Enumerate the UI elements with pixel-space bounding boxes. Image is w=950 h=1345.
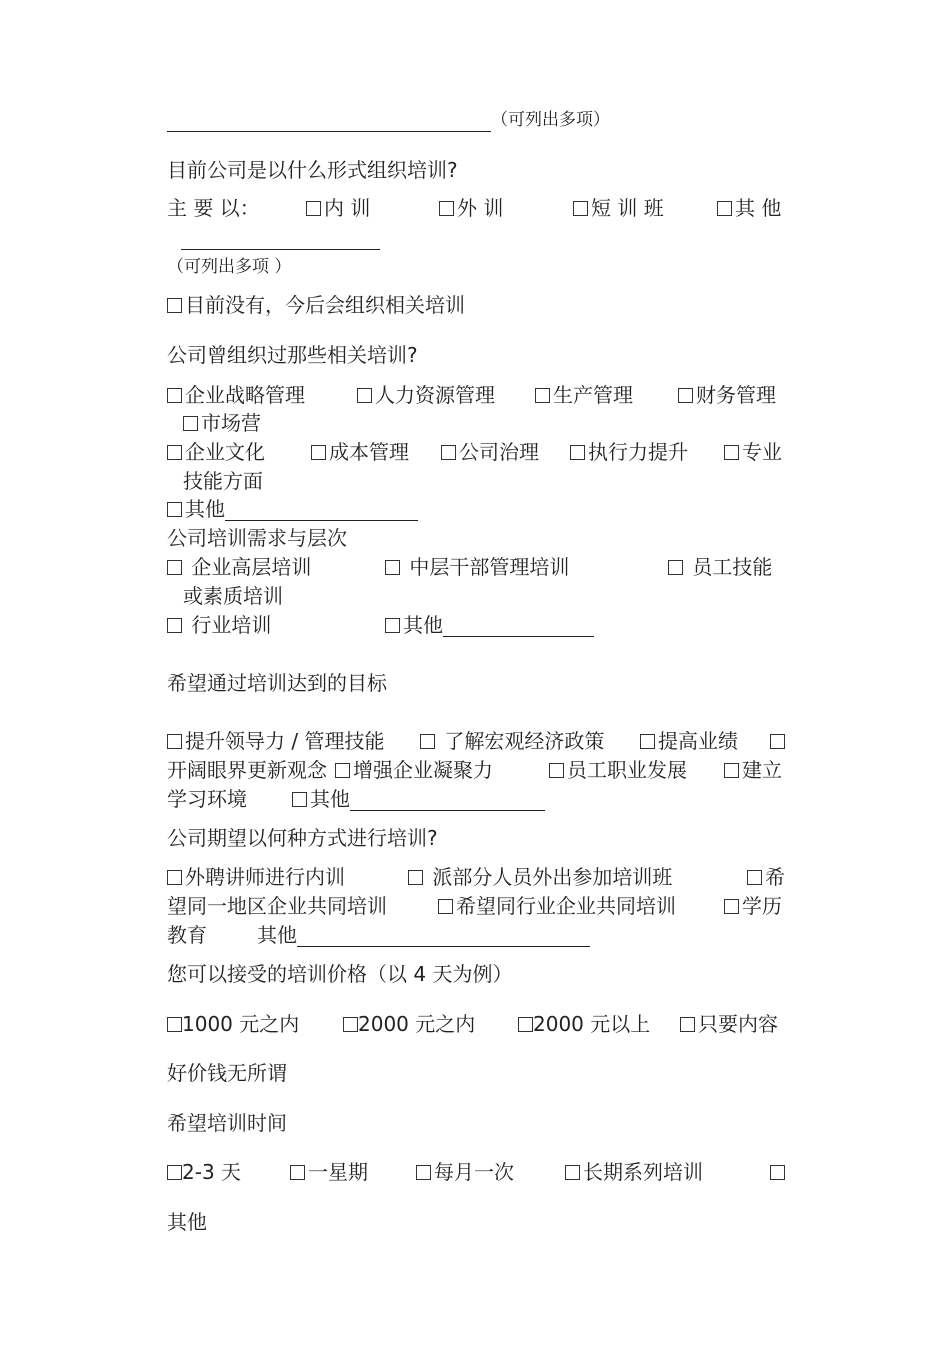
- checkbox[interactable]: [549, 763, 564, 778]
- question-price: 您可以接受的培训价格（以 4 天为例）: [167, 962, 513, 986]
- past-opt-production[interactable]: 生产管理: [535, 383, 633, 407]
- form-prefix: 主 要 以：: [167, 196, 260, 220]
- checkbox[interactable]: [167, 618, 182, 633]
- method-opt-degree-cont: 教育: [167, 923, 207, 947]
- checkbox[interactable]: [183, 416, 198, 431]
- method-opt-send[interactable]: 派部分人员外出参加培训班: [408, 865, 672, 889]
- blank-line[interactable]: [225, 500, 418, 521]
- multi-note: （可列出多项）: [491, 110, 610, 130]
- checkbox[interactable]: [292, 792, 307, 807]
- checkbox[interactable]: [306, 201, 321, 216]
- checkbox[interactable]: [385, 618, 400, 633]
- goal-opt-leadership[interactable]: 提升领导力 / 管理技能: [167, 729, 384, 753]
- checkbox[interactable]: [290, 1165, 305, 1180]
- option-other[interactable]: 其 他: [717, 196, 781, 220]
- level-opt-industry[interactable]: 行业培训: [167, 613, 271, 637]
- option-external[interactable]: 外 训: [439, 196, 503, 220]
- level-opt-middle[interactable]: 中层干部管理培训: [385, 555, 569, 579]
- multi-note-2: （可列出多项 ）: [167, 257, 292, 277]
- checkbox[interactable]: [385, 560, 400, 575]
- method-opt-region-cont: 望同一地区企业共同培训: [167, 894, 387, 918]
- method-opt-degree[interactable]: 学历: [724, 894, 782, 918]
- checkbox[interactable]: [416, 1165, 431, 1180]
- goal-opt-horizon: 开阔眼界更新观念: [167, 758, 327, 782]
- checkbox[interactable]: [747, 870, 762, 885]
- checkbox[interactable]: [167, 502, 182, 517]
- checkbox[interactable]: [680, 1017, 695, 1032]
- past-opt-execution[interactable]: 执行力提升: [570, 440, 688, 464]
- goal-opt-build-cont: 学习环境: [167, 787, 247, 811]
- checkbox[interactable]: [770, 1165, 785, 1180]
- goal-opt-horizon-box[interactable]: [770, 729, 785, 753]
- other-blank[interactable]: [181, 226, 380, 250]
- blank-line[interactable]: [167, 111, 491, 132]
- checkbox[interactable]: [167, 1017, 182, 1032]
- option-short-course[interactable]: 短 训 班: [573, 196, 664, 220]
- checkbox[interactable]: [335, 763, 350, 778]
- past-opt-skills-cont: 技能方面: [183, 469, 263, 493]
- checkbox[interactable]: [439, 201, 454, 216]
- time-opt-other: 其他: [167, 1210, 207, 1234]
- question-level: 公司培训需求与层次: [167, 526, 347, 550]
- checkbox[interactable]: [420, 734, 435, 749]
- question-time: 希望培训时间: [167, 1111, 287, 1135]
- time-opt-monthly[interactable]: 每月一次: [416, 1160, 514, 1184]
- past-opt-professional[interactable]: 专业: [724, 440, 782, 464]
- checkbox[interactable]: [311, 445, 326, 460]
- checkbox[interactable]: [408, 870, 423, 885]
- past-opt-hr[interactable]: 人力资源管理: [357, 383, 495, 407]
- question-method: 公司期望以何种方式进行培训?: [167, 826, 438, 850]
- checkbox[interactable]: [724, 899, 739, 914]
- checkbox[interactable]: [717, 201, 732, 216]
- goal-opt-performance[interactable]: 提高业绩: [640, 729, 738, 753]
- goal-opt-macro[interactable]: 了解宏观经济政策: [420, 729, 604, 753]
- goal-opt-build[interactable]: 建立: [724, 758, 782, 782]
- checkbox[interactable]: [724, 763, 739, 778]
- level-opt-senior[interactable]: 企业高层培训: [167, 555, 311, 579]
- method-opt-region[interactable]: 希: [747, 865, 785, 889]
- checkbox[interactable]: [668, 560, 683, 575]
- checkbox[interactable]: [167, 298, 182, 313]
- method-opt-hire[interactable]: 外聘讲师进行内训: [167, 865, 345, 889]
- checkbox[interactable]: [678, 388, 693, 403]
- question-past-training: 公司曾组织过那些相关培训?: [167, 343, 418, 367]
- checkbox[interactable]: [438, 899, 453, 914]
- option-internal[interactable]: 内 训: [306, 196, 370, 220]
- question-goal: 希望通过培训达到的目标: [167, 671, 387, 695]
- level-opt-other[interactable]: 其他: [385, 613, 594, 637]
- price-opt-content[interactable]: 只要内容: [680, 1012, 778, 1036]
- checkbox[interactable]: [343, 1017, 358, 1032]
- option-none-yet[interactable]: 目前没有，今后会组织相关培训: [167, 293, 465, 317]
- question-training-form: 目前公司是以什么形式组织培训?: [167, 158, 458, 182]
- training-form-options: [167, 196, 260, 220]
- checkbox[interactable]: [167, 734, 182, 749]
- past-opt-governance[interactable]: 公司治理: [441, 440, 539, 464]
- checkbox[interactable]: [167, 560, 182, 575]
- price-opt-2000-above[interactable]: 2000 元以上: [518, 1012, 650, 1036]
- level-opt-staff[interactable]: 员工技能: [668, 555, 772, 579]
- price-opt-1000[interactable]: 1000 元之内: [167, 1012, 299, 1036]
- checkbox[interactable]: [573, 201, 588, 216]
- time-opt-week[interactable]: 一星期: [290, 1160, 368, 1184]
- checkbox[interactable]: [770, 734, 785, 749]
- goal-opt-other[interactable]: 其他: [292, 787, 545, 811]
- past-opt-culture[interactable]: 企业文化: [167, 440, 265, 464]
- blank-line[interactable]: [297, 926, 590, 947]
- checkbox[interactable]: [724, 445, 739, 460]
- price-opt-content-cont: 好价钱无所谓: [167, 1061, 287, 1085]
- checkbox[interactable]: [167, 445, 182, 460]
- checkbox[interactable]: [357, 388, 372, 403]
- checkbox[interactable]: [518, 1017, 533, 1032]
- price-opt-2000-within[interactable]: 2000 元之内: [343, 1012, 475, 1036]
- top-line: [167, 106, 610, 132]
- checkbox[interactable]: [167, 870, 182, 885]
- method-opt-other[interactable]: 其他: [257, 923, 590, 947]
- time-opt-2-3days[interactable]: 2-3 天: [167, 1160, 241, 1184]
- past-opt-other[interactable]: 其他: [167, 497, 418, 521]
- checkbox[interactable]: [570, 445, 585, 460]
- level-opt-staff-cont: 或素质培训: [183, 584, 283, 608]
- blank-line[interactable]: [350, 790, 545, 811]
- checkbox[interactable]: [441, 445, 456, 460]
- blank-line[interactable]: [443, 616, 594, 637]
- past-opt-cost[interactable]: 成本管理: [311, 440, 409, 464]
- checkbox[interactable]: [167, 388, 182, 403]
- past-opt-marketing[interactable]: 市场营: [183, 411, 261, 435]
- checkbox[interactable]: [640, 734, 655, 749]
- checkbox[interactable]: [167, 1165, 182, 1180]
- past-opt-finance[interactable]: 财务管理: [678, 383, 776, 407]
- past-opt-strategy[interactable]: 企业战略管理: [167, 383, 305, 407]
- time-opt-other-box[interactable]: [770, 1160, 785, 1184]
- checkbox[interactable]: [565, 1165, 580, 1180]
- time-opt-series[interactable]: 长期系列培训: [565, 1160, 703, 1184]
- goal-opt-career[interactable]: 员工职业发展: [549, 758, 687, 782]
- method-opt-industry[interactable]: 希望同行业企业共同培训: [438, 894, 676, 918]
- goal-opt-cohesion[interactable]: 增强企业凝聚力: [335, 758, 493, 782]
- checkbox[interactable]: [535, 388, 550, 403]
